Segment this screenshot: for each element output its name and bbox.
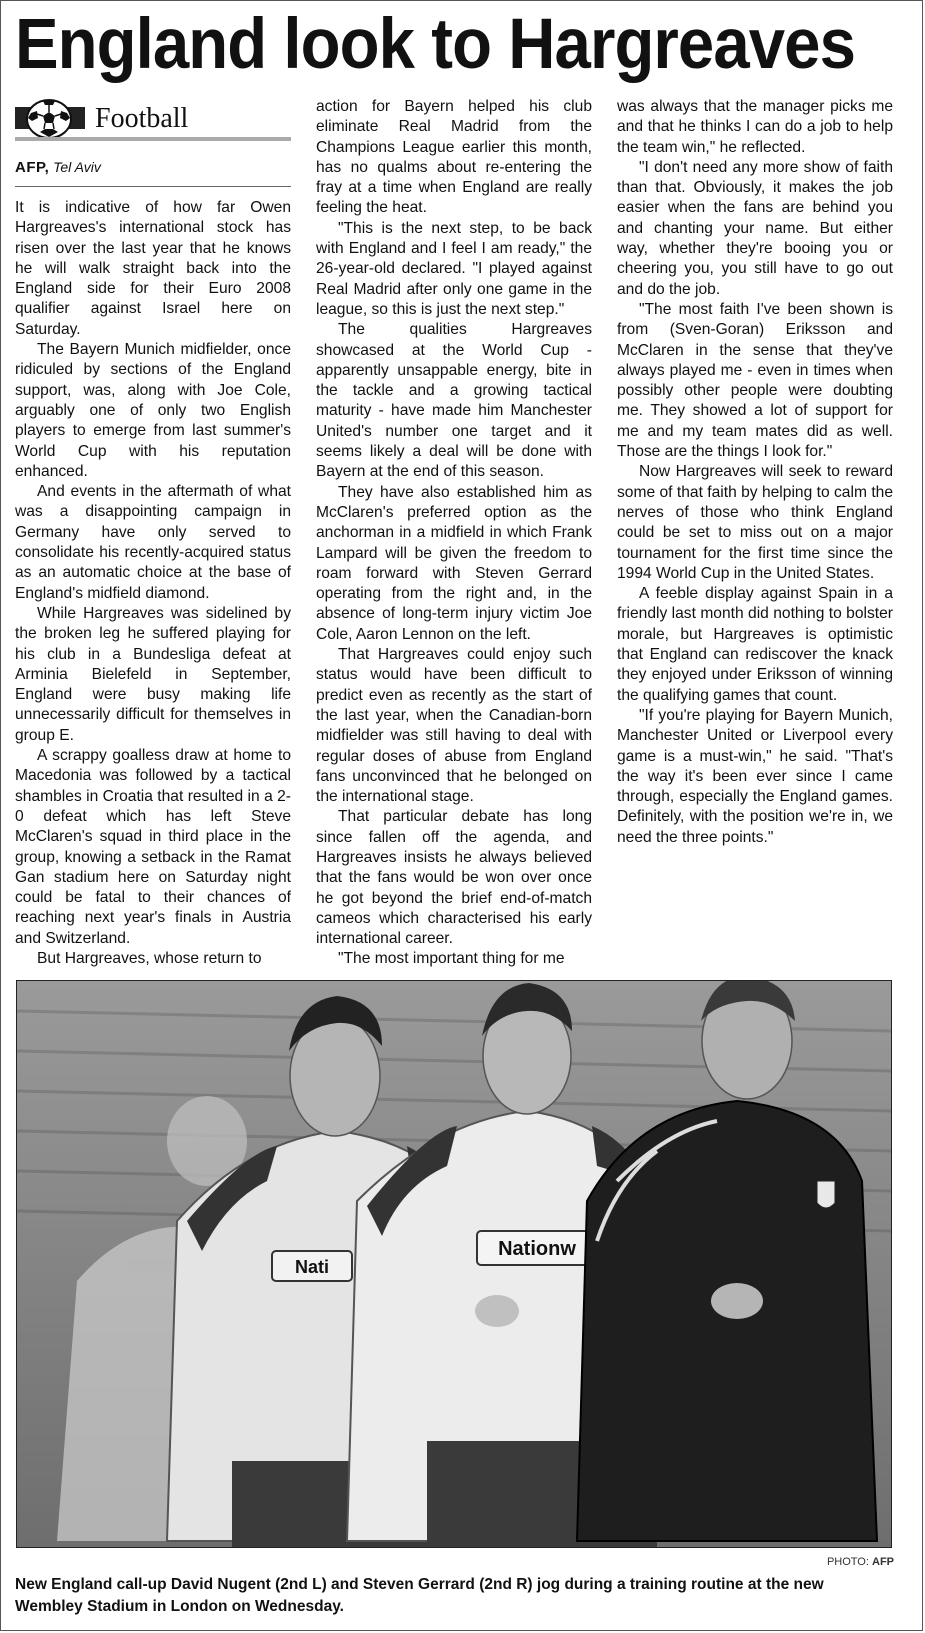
article-column-2 [316,97,592,970]
article-paragraph: But Hargreaves, whose return to [37,949,262,967]
article-column-1 [15,198,291,969]
shirt-sponsor-text-2: Nationw [498,1238,576,1260]
article-paragraph: "The most faith I've been shown is from (Sven-Goran) Eriksson and McClaren in the sense that they've always played me - even in times when possibly other people were doubting me. They showed a lot of support for me and my team mates did as well. Those are the things I look for." [617,300,893,461]
section-rule [15,137,291,141]
photo-credit-label: PHOTO: [826,1556,869,1568]
section-label [15,97,291,141]
article-paragraph: Now Hargreaves will seek to reward some of that faith by helping to calm the nerves of those who think England could be set to miss out on a major tournament for the first time since the 1994 World Cup in the United States. [617,463,893,582]
shirt-sponsor-text-1: Nati [294,1257,330,1277]
byline-divider [15,186,291,187]
article-paragraph: "This is the next step, to be back with England and I feel I am ready," the 26-year-old declared. "I played against Real Madrid after only one game in the league, so this is just the next step." [316,219,592,318]
article-paragraph: They have also established him as McClaren's preferred option as the anchorman in a midfield in which Frank Lampard will be given the freedom to roam forward with Steven Gerrard operating from the right and, in the absence of long-term injury victim Joe Cole, Aaron Lennon on the left. [316,483,592,643]
photo-caption: New England call-up David Nugent (2nd L) and Steven Gerrard (2nd R) jog during a training routine at the new Wembley Stadium in London on Wednesday. [15,1576,824,1615]
article-paragraph: That particular debate has long since fallen off the agenda, and Hargreaves insists he always believed that the fans would be won over once he got beyond the brief end-of-match cameos which characterised his early international career. [316,808,592,948]
article-paragraph: The Bayern Munich midfielder, once ridiculed by sections of the England support, was, along with Joe Cole, arguably one of only two English players to emerge from last summer's World Cup with his reputation enhanced. [15,341,291,480]
photo-illustration [17,981,891,1547]
article-paragraph: And events in the aftermath of what was a disappointing campaign in Germany have only served to consolidate his recently-acquired status as an automatic choice at the base of England's midfield diamond. [15,483,291,602]
byline-place: Tel Aviv [53,159,101,175]
article-paragraph: That Hargreaves could enjoy such status would have been difficult to predict even as recently as the start of the last year, when the Canadian-born midfielder was still having to deal with regular doses of abuse from England fans unconvinced that he belonged on the international stage. [316,646,592,806]
photo-credit [827,1556,894,1568]
article-paragraph: "I don't need any more show of faith than that. Obviously, it makes the job easier when the fans are behind you and chanting your name. But either way, whether they're booing you or cheering you, you still have to go out and do the job. [617,158,893,298]
article-paragraph: The qualities Hargreaves showcased at the World Cup - apparently unsappable energy, bite in the tackle and a growing tactical maturity - have made him Manchester United's number one target and it seems likely a deal will be done with Bayern at the end of this season. [316,321,592,481]
article-column-3 [617,97,893,848]
article-paragraph: A feeble display against Spain in a friendly last month did nothing to bolster morale, but Hargreaves is optimistic that England can rediscover the knack they enjoyed under Eriksson of winning the qualifying games that count. [617,585,893,704]
article-paragraph: It is indicative of how far Owen Hargreaves's international stock has risen over the last year that he knows he will walk straight back into the England side for their Euro 2008 qualifier against Israel here on Saturday. [15,199,291,338]
football-icon [25,99,73,139]
section-name: Football [95,103,189,134]
article-paragraph: was always that the manager picks me and that he thinks I can do a job to help the team win," he reflected. [617,98,893,156]
headline: England look to Hargreaves [15,5,855,84]
article-paragraph: action for Bayern helped his club eliminate Real Madrid from the Champions League earlier this month, has no qualms about re-entering the fray at a time when England are really feeling the heat. [316,98,592,217]
photo-credit-source: AFP [872,1556,894,1568]
article-paragraph: While Hargreaves was sidelined by the broken leg he suffered playing for his club in a Bundesliga defeat at Arminia Bielefeld in September, England were busy making life unnecessarily difficult for themselves in group E. [15,604,291,744]
article-paragraph: "The most important thing for me [338,950,565,968]
byline [15,159,291,176]
article-paragraph: "If you're playing for Bayern Munich, Manchester United or Liverpool every game is a must-win," he said. "That's the way it's been ever since I came through, especially the England games. Definitely, with the position we're in, we need the three points." [617,706,893,846]
byline-agency: AFP, [15,159,50,176]
news-photo [16,980,892,1548]
article-paragraph: A scrappy goalless draw at home to Macedonia was followed by a tactical shambles in Croatia that resulted in a 2-0 defeat which has left Steve McClaren's squad in third place in the group, knowing a setback in the Ramat Gan stadium here on Saturday night could be fatal to their chances of reaching next year's finals in Austria and Switzerland. [15,747,291,947]
